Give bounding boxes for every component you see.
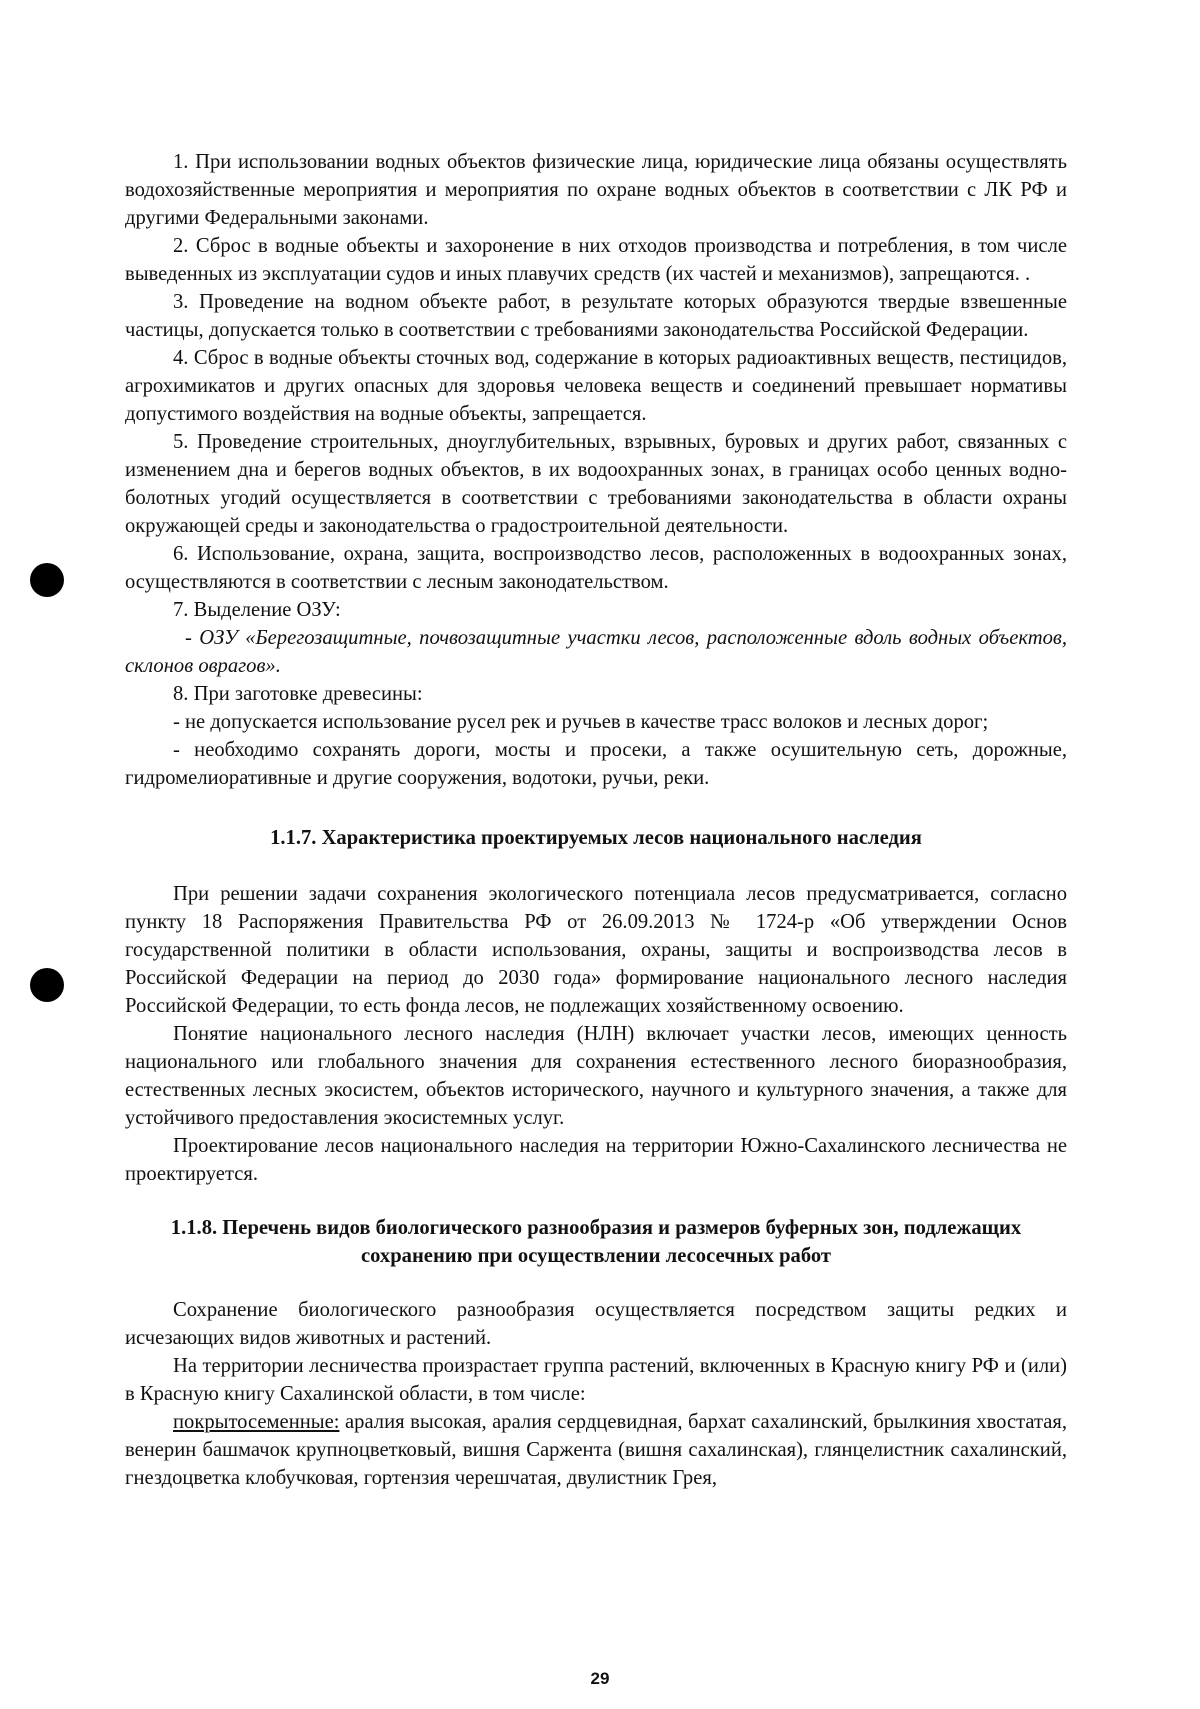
ozu-item: - ОЗУ «Берегозащитные, почвозащитные участки лесов, расположенные вдоль водных объектов, склонов оврагов». <box>125 627 1067 677</box>
document-body <box>125 148 1067 1492</box>
angiosperms-list: аралия высокая, аралия сердцевидная, бархат сахалинский, брылкиния хвостатая, венерин башмачок крупноцветковый, вишня Саржента (вишня сахалинская), глянцелистник сахалинский, гнездоцветка клобучковая, гортензия черешчатая, двулистник Грея, <box>125 1411 1067 1489</box>
paragraph-117-1: При решении задачи сохранения экологического потенциала лесов предусматривается, согласно пункту 18 Распоряжения Правительства РФ от 26.09.2013 № 1724-р «Об утверждении Основ государственной политики в области использования, охраны, защиты и воспроизводства лесов в Российской Федерации на период до 2030 года» формирование национального лесного наследия Российской Федерации, то есть фонда лесов, не подлежащих хозяйственному освоению. <box>125 883 1067 1017</box>
section-1-1-8 <box>125 1296 1067 1492</box>
paragraph-2: 2. Сброс в водные объекты и захоронение в них отходов производства и потребления, в том числе выведенных из эксплуатации судов и иных плавучих средств (их частей и механизмов), запрещаются. . <box>125 235 1067 285</box>
paragraph-118-3 <box>125 1408 1067 1492</box>
paragraph-6: 6. Использование, охрана, защита, воспроизводство лесов, расположенных в водоохранных зонах, осуществляются в соответствии с лесным законодательством. <box>125 543 1067 593</box>
paragraph-117-3: Проектирование лесов национального наследия на территории Южно-Сахалинского лесничества не проектируется. <box>125 1135 1067 1185</box>
paragraph-7: 7. Выделение ОЗУ: <box>173 599 341 621</box>
paragraph-117-2: Понятие национального лесного наследия (НЛН) включает участки лесов, имеющих ценность национального или глобального значения для сохранения естественного лесного биоразнообразия, естественных лесных экосистем, объектов исторического, научного и культурного значения, а также для устойчивого предоставления экосистемных услуг. <box>125 1023 1067 1129</box>
paragraph-5: 5. Проведение строительных, дноуглубительных, взрывных, буровых и других работ, связанных с изменением дна и берегов водных объектов, в их водоохранных зонах, в границах особо ценных водно-болотных угодий осуществляется в соответствии с требованиями законодательства в области охраны окружающей среды и законодательства о градостроительной деятельности. <box>125 431 1067 537</box>
section-1-1-7 <box>125 880 1067 1188</box>
heading-1-1-8-line-2: сохранению при осуществлении лесосечных работ <box>360 1245 832 1267</box>
paragraph-118-2: На территории лесничества произрастает группа растений, включенных в Красную книгу РФ и (или) в Красную книгу Сахалинской области, в том числе: <box>125 1355 1067 1405</box>
section-water-rules <box>125 148 1067 792</box>
heading-1-1-8 <box>125 1214 1067 1270</box>
heading-1-1-7: 1.1.7. Характеристика проектируемых лесов национального наследия <box>270 827 922 849</box>
paragraph-1: 1. При использовании водных объектов физические лица, юридические лица обязаны осуществлять водохозяйственные мероприятия и мероприятия по охране водных объектов в соответствии с ЛК РФ и другими Федеральными законами. <box>125 151 1067 229</box>
paragraph-118-1: Сохранение биологического разнообразия осуществляется посредством защиты редких и исчезающих видов животных и растений. <box>125 1299 1067 1349</box>
harvest-item-1: - не допускается использование русел рек и ручьев в качестве трасс волоков и лесных дорог; <box>173 711 989 733</box>
heading-1-1-8-line-1: 1.1.8. Перечень видов биологического разнообразия и размеров буферных зон, подлежащих <box>170 1217 1022 1239</box>
punch-hole-top <box>30 563 64 597</box>
page-number: 29 <box>590 1669 610 1688</box>
paragraph-8: 8. При заготовке древесины: <box>173 683 423 705</box>
angiosperms-label: покрытосеменные: <box>173 1411 340 1433</box>
paragraph-4: 4. Сброс в водные объекты сточных вод, содержание в которых радиоактивных веществ, пестицидов, агрохимикатов и других опасных для здоровья человека веществ и соединений превышает нормативы допустимого воздействия на водные объекты, запрещается. <box>125 347 1067 425</box>
paragraph-3: 3. Проведение на водном объекте работ, в результате которых образуются твердые взвешенные частицы, допускается только в соответствии с требованиями законодательства Российской Федерации. <box>125 291 1067 341</box>
punch-hole-bottom <box>30 968 64 1002</box>
harvest-item-2: - необходимо сохранять дороги, мосты и просеки, а также осушительную сеть, дорожные, гидромелиоративные и другие сооружения, водотоки, ручьи, реки. <box>125 739 1067 789</box>
